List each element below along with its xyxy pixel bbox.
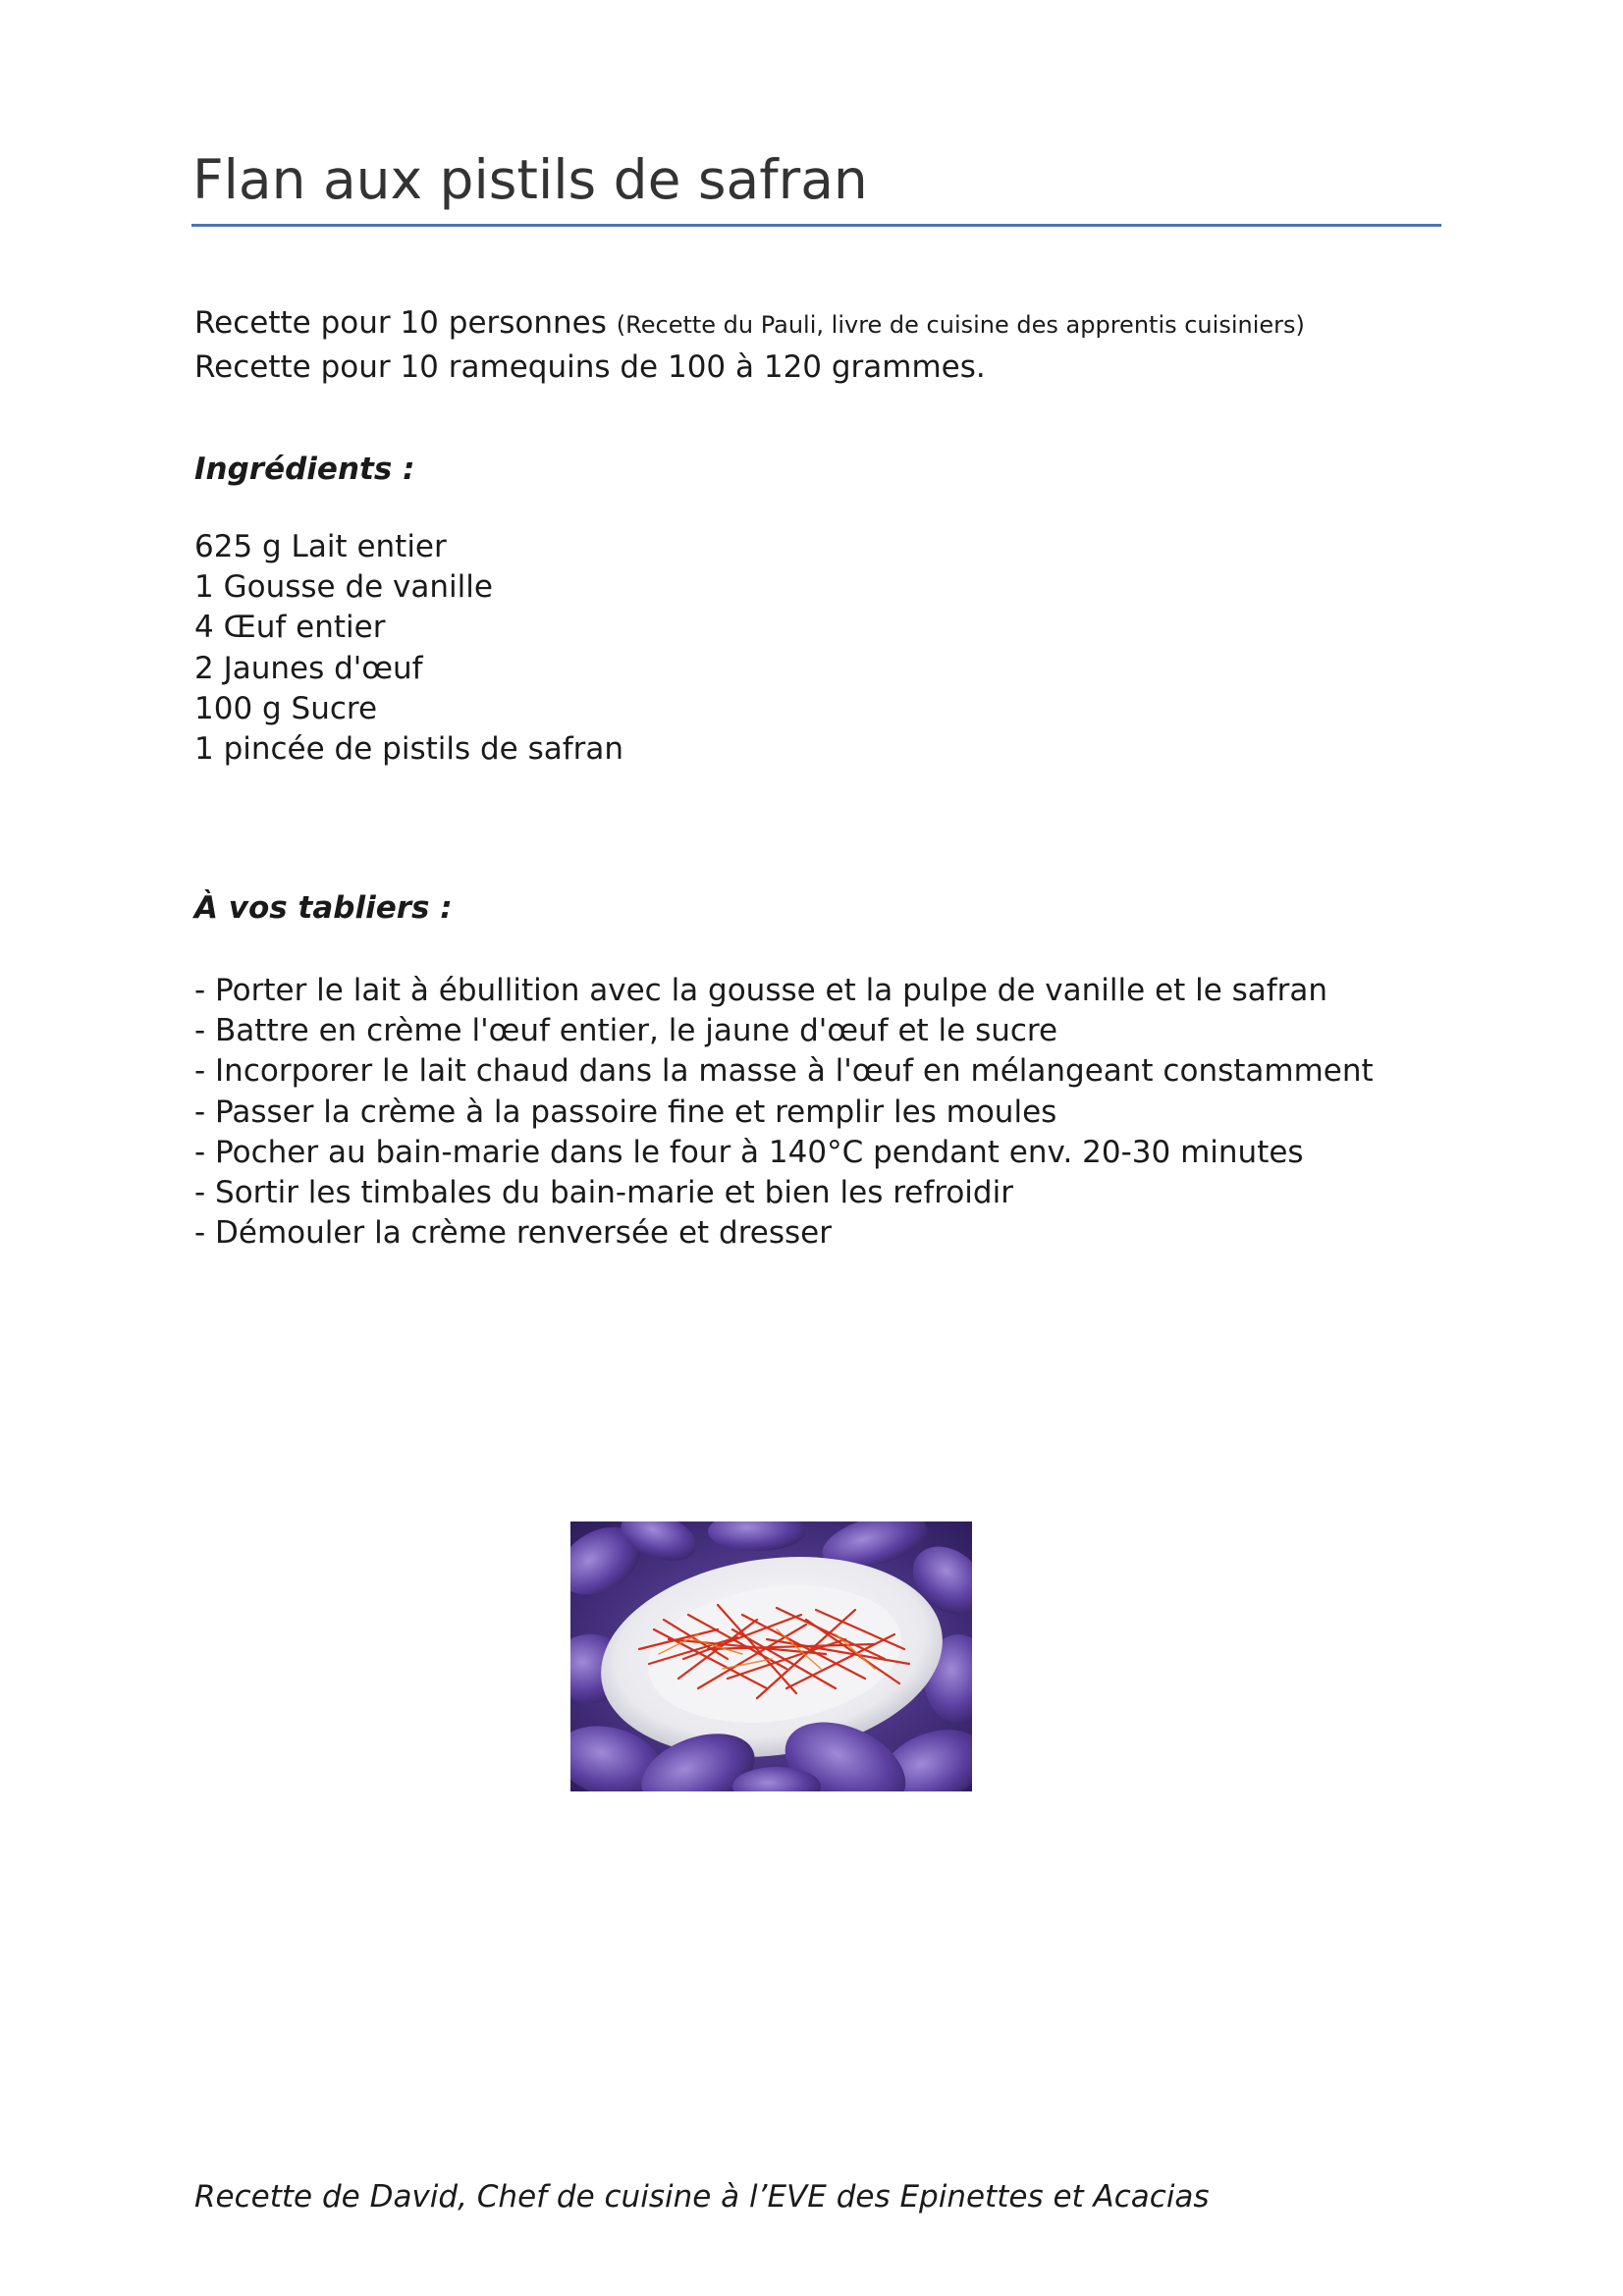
title-underline: [191, 224, 1441, 227]
ingredient-item: 2 Jaunes d'œuf: [194, 650, 423, 686]
recipe-footer: Recette de David, Chef de cuisine à l’EVE des Epinettes et Acacias: [194, 2179, 1210, 2215]
ramekins-line: Recette pour 10 ramequins de 100 à 120 grammes.: [194, 349, 986, 385]
ingredient-item: 1 pincée de pistils de safran: [194, 731, 624, 768]
step-item: - Incorporer le lait chaud dans la masse à l'œuf en mélangeant constamment: [194, 1053, 1374, 1090]
step-item: - Battre en crème l'œuf entier, le jaune d'œuf et le sucre: [194, 1013, 1058, 1049]
ingredient-item: 100 g Sucre: [194, 690, 378, 726]
ingredient-item: 1 Gousse de vanille: [194, 569, 493, 606]
ingredients-list: [194, 527, 623, 770]
servings-line: [194, 302, 1305, 347]
recipe-intro: [194, 302, 1305, 389]
recipe-title: Flan aux pistils de safran: [192, 148, 868, 211]
step-item: - Démouler la crème renversée et dresser: [194, 1215, 832, 1252]
steps-heading: À vos tabliers :: [194, 890, 453, 926]
saffron-photo: [570, 1522, 972, 1791]
servings-text: Recette pour 10 personnes: [194, 305, 607, 341]
step-item: - Passer la crème à la passoire fine et remplir les moules: [194, 1094, 1057, 1130]
ingredient-item: 625 g Lait entier: [194, 529, 447, 564]
steps-list: [194, 971, 1374, 1254]
source-note: (Recette du Pauli, livre de cuisine des apprentis cuisiniers): [616, 311, 1305, 339]
ingredient-item: 4 Œuf entier: [194, 610, 386, 646]
step-item: - Pocher au bain-marie dans le four à 140°C pendant env. 20-30 minutes: [194, 1134, 1304, 1170]
saffron-plate-image: [570, 1522, 972, 1791]
ingredients-heading: Ingrédients :: [194, 452, 415, 487]
step-item: - Sortir les timbales du bain-marie et bien les refroidir: [194, 1175, 1013, 1211]
step-item: - Porter le lait à ébullition avec la gousse et la pulpe de vanille et le safran: [194, 973, 1328, 1008]
